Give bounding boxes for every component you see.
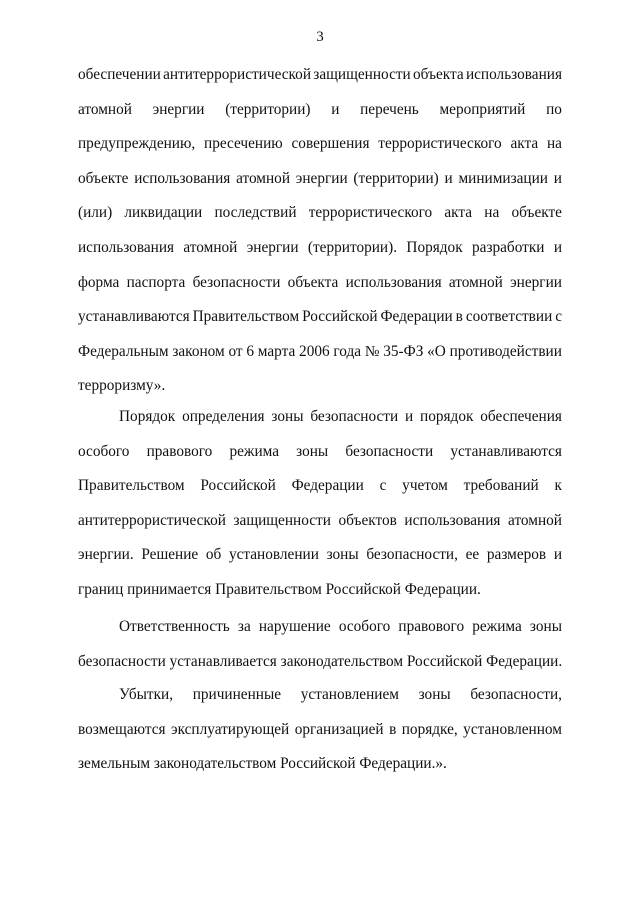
word: безопасности, xyxy=(366,546,458,564)
paragraph-2 xyxy=(78,400,562,608)
word: возмещаются xyxy=(78,720,166,738)
word: установленном xyxy=(463,720,562,738)
word: организацией xyxy=(294,720,384,738)
word: террористического xyxy=(308,204,433,222)
word: правового xyxy=(146,442,213,460)
word: с xyxy=(379,477,387,495)
word: Федерации xyxy=(291,477,364,495)
word: защищенности xyxy=(233,511,331,529)
word: минимизации xyxy=(458,169,548,187)
word: правового xyxy=(398,618,465,635)
word: от xyxy=(228,342,243,360)
word: зоны xyxy=(529,618,562,635)
word: режима xyxy=(229,442,279,460)
word: в xyxy=(389,720,397,738)
word: нарушение xyxy=(258,618,331,635)
text-line xyxy=(78,58,562,93)
word: режима xyxy=(472,618,522,635)
word: мероприятий xyxy=(439,100,526,118)
word: объекта xyxy=(287,273,339,291)
word: перечень xyxy=(360,100,419,118)
text-line xyxy=(78,400,562,435)
word: Ответственность xyxy=(119,618,230,635)
word: в xyxy=(455,308,463,326)
word: использования xyxy=(78,238,175,256)
word: использования xyxy=(404,511,501,529)
word: устанавливаются xyxy=(450,442,562,460)
word: безопасности, xyxy=(470,686,562,703)
word: Правительством xyxy=(192,308,300,326)
word: требований xyxy=(463,477,539,495)
page-number: 3 xyxy=(316,29,324,45)
word: противодействии xyxy=(449,342,562,360)
word: совершения xyxy=(291,135,370,153)
word: террористического xyxy=(378,135,502,153)
text-line xyxy=(78,610,562,645)
word: причиненные xyxy=(192,686,282,703)
word: объектов xyxy=(338,511,397,529)
word: и xyxy=(405,408,414,425)
word: использования xyxy=(465,66,562,83)
word: № xyxy=(364,342,380,360)
word: антитеррористической xyxy=(163,66,312,83)
text-line xyxy=(78,127,562,162)
word: об xyxy=(205,546,222,564)
word: и xyxy=(444,169,453,187)
word: Правительством xyxy=(78,477,185,495)
word: пресечению xyxy=(204,135,283,153)
word: на xyxy=(546,135,562,153)
word: Порядок xyxy=(119,408,176,425)
text-line xyxy=(78,538,562,573)
text-line xyxy=(78,504,562,539)
word: и xyxy=(553,238,562,256)
word: энергии xyxy=(152,100,205,118)
text-line xyxy=(78,678,562,713)
word: и xyxy=(553,169,562,187)
word: Российской xyxy=(200,477,276,495)
word: учетом xyxy=(402,477,448,495)
word: Решение xyxy=(141,546,199,564)
word: установлением xyxy=(300,686,399,703)
word: зоны xyxy=(296,442,329,460)
word: эксплуатирующей xyxy=(171,720,290,738)
word: энергии xyxy=(510,273,562,291)
word: энергии. xyxy=(78,546,134,564)
word: форма xyxy=(78,273,120,291)
word: Федеральным xyxy=(78,342,169,360)
word: атомной xyxy=(508,511,562,529)
word: устанавливаются xyxy=(78,308,190,326)
word: законом xyxy=(172,342,225,360)
word: 35-ФЗ xyxy=(383,342,424,360)
word: Российской xyxy=(302,308,378,326)
word: определения xyxy=(182,408,265,425)
text-line xyxy=(78,435,562,470)
word: акта xyxy=(510,135,539,153)
word: 6 xyxy=(246,342,255,360)
text-line: безопасности устанавливается законодательством Российской Федерации. xyxy=(78,652,563,670)
word: энергии xyxy=(246,238,299,256)
word: Убытки, xyxy=(119,686,174,703)
word: паспорта xyxy=(126,273,186,291)
word: объекта xyxy=(413,66,464,83)
word: ее xyxy=(465,546,480,564)
word: антитеррористической xyxy=(78,511,226,529)
word: безопасности xyxy=(345,442,434,460)
word: с xyxy=(555,308,562,326)
word: к xyxy=(554,477,562,495)
text-line xyxy=(78,469,562,504)
word: размеров xyxy=(486,546,547,564)
word: (территории) xyxy=(225,100,311,118)
text-line xyxy=(78,300,562,335)
word: соответствии xyxy=(465,308,553,326)
word: «О xyxy=(427,342,446,360)
word: безопасности xyxy=(310,408,399,425)
word: и xyxy=(331,100,340,118)
word: использования xyxy=(345,273,442,291)
word: Порядок xyxy=(406,238,463,256)
text-line: терроризму». xyxy=(78,377,166,395)
word: атомной xyxy=(78,100,132,118)
word: использования xyxy=(134,169,231,187)
text-line: границ принимается Правительством Российской Федерации. xyxy=(78,580,481,598)
word: (территории). xyxy=(307,238,398,256)
word: предупреждению, xyxy=(78,135,196,153)
word: безопасности xyxy=(192,273,281,291)
word: за xyxy=(237,618,251,635)
text-line: земельным законодательством Российской Федерации.». xyxy=(78,755,447,773)
word: особого xyxy=(338,618,391,635)
word: и xyxy=(553,546,562,564)
word: 2006 xyxy=(299,342,330,360)
word: установлении xyxy=(228,546,319,564)
word: (территории) xyxy=(353,169,439,187)
text-line xyxy=(78,266,562,301)
word: порядок xyxy=(420,408,474,425)
word: ликвидации xyxy=(124,204,203,222)
word: атомной xyxy=(236,169,291,187)
text-line xyxy=(78,335,562,370)
paragraph-1 xyxy=(78,58,562,404)
text-line xyxy=(78,231,562,266)
word: объекте xyxy=(78,169,129,187)
word: по xyxy=(546,100,562,118)
word: разработки xyxy=(472,238,545,256)
word: порядке, xyxy=(401,720,458,738)
word: марта xyxy=(257,342,296,360)
word: зоны xyxy=(418,686,451,703)
word: обеспечения xyxy=(480,408,562,425)
paragraph-4 xyxy=(78,678,562,782)
word: на xyxy=(484,204,500,222)
paragraph-3 xyxy=(78,610,562,679)
word: года xyxy=(333,342,362,360)
text-line xyxy=(78,713,562,748)
word: Федерации xyxy=(380,308,453,326)
word: атомной xyxy=(448,273,503,291)
word: акта xyxy=(444,204,473,222)
word: (или) xyxy=(78,204,113,222)
word: зоны xyxy=(326,546,359,564)
word: атомной xyxy=(183,238,238,256)
word: зоны xyxy=(271,408,304,425)
text-line xyxy=(78,93,562,128)
word: особого xyxy=(78,442,130,460)
word: объекте xyxy=(511,204,562,222)
word: энергии xyxy=(295,169,348,187)
word: обеспечении xyxy=(78,66,161,83)
word: защищенности xyxy=(313,66,411,83)
text-line xyxy=(78,196,562,231)
text-line xyxy=(78,162,562,197)
word: последствий xyxy=(214,204,297,222)
